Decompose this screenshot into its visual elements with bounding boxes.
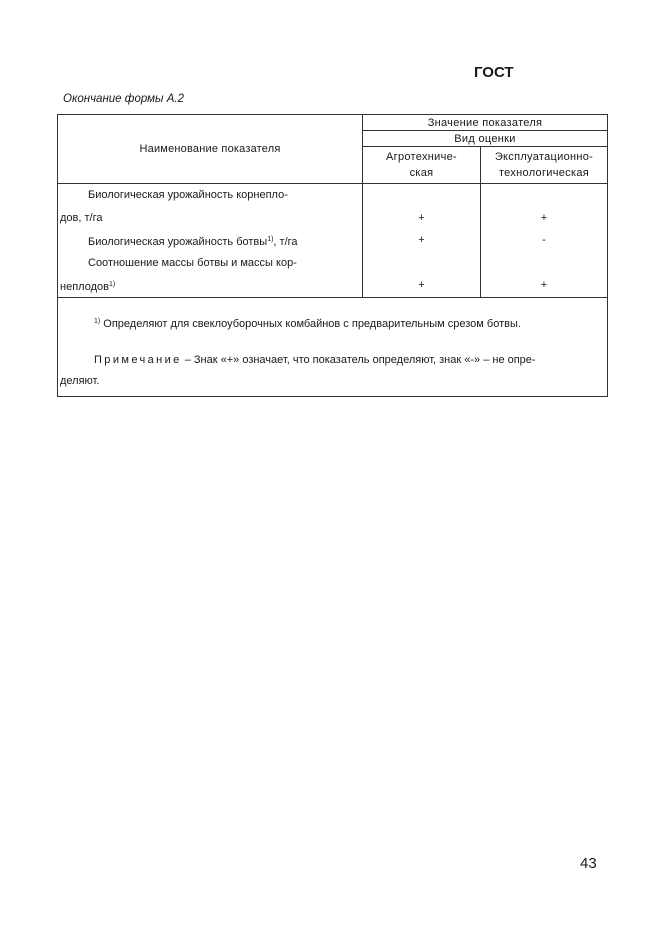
row1-expl-value: + [540,211,548,224]
remark-line2: деляют. [60,374,100,387]
header-indicator-name: Наименование показателя [58,115,363,184]
header-operational [481,147,608,184]
row3-line1: Соотношение массы ботвы и массы кор- [88,256,297,269]
footnote-mark: 1) [94,317,101,325]
row2-agro-value: + [418,234,425,246]
form-caption: Окончание формы А.2 [63,93,184,105]
row3-line2 [58,274,362,297]
document-header: ГОСТ [474,64,514,81]
expl-values-cell [481,184,608,298]
footnote [58,298,607,330]
row2-text: Биологическая урожайность ботвы [88,236,268,248]
header-agro-line2: ская [409,167,434,179]
row2-unit: , т/га [273,236,298,248]
row2-line1 [58,229,362,252]
header-assessment-type: Вид оценки [363,131,608,147]
row2-footnote-ref: 1) [267,236,274,243]
header-agro-line1: Агротехниче- [386,151,457,163]
row2-expl-value: - [542,234,546,246]
notes-cell [58,297,608,396]
row1-line1: Биологическая урожайность корнепло- [88,189,288,201]
header-expl-line2: технологическая [498,167,590,179]
remark-line1 [58,330,607,372]
agro-values-cell [363,184,481,298]
row3-footnote-ref: 1) [108,281,116,288]
indicator-names-cell [58,184,363,298]
row1-agro-value: + [418,211,425,224]
indicators-table [57,114,608,397]
footnote-text: Определяют для свеклоуборочных комбайнов с предварительным срезом ботвы. [100,317,521,330]
row1-line2: дов, т/га [60,211,103,224]
row3-agro-value: + [418,279,425,291]
row3-text: неплодов [60,281,109,293]
page-number: 43 [580,855,597,872]
remark-text-1: – Знак «+» означает, что показатель определяют, знак «-» – не опре- [181,353,536,366]
row3-expl-value: + [540,279,548,291]
remark-label: Примечание [94,353,182,366]
header-agrotechnical [363,147,481,184]
header-indicator-value: Значение показателя [363,115,608,131]
header-expl-line1: Эксплуатационно- [494,151,594,163]
